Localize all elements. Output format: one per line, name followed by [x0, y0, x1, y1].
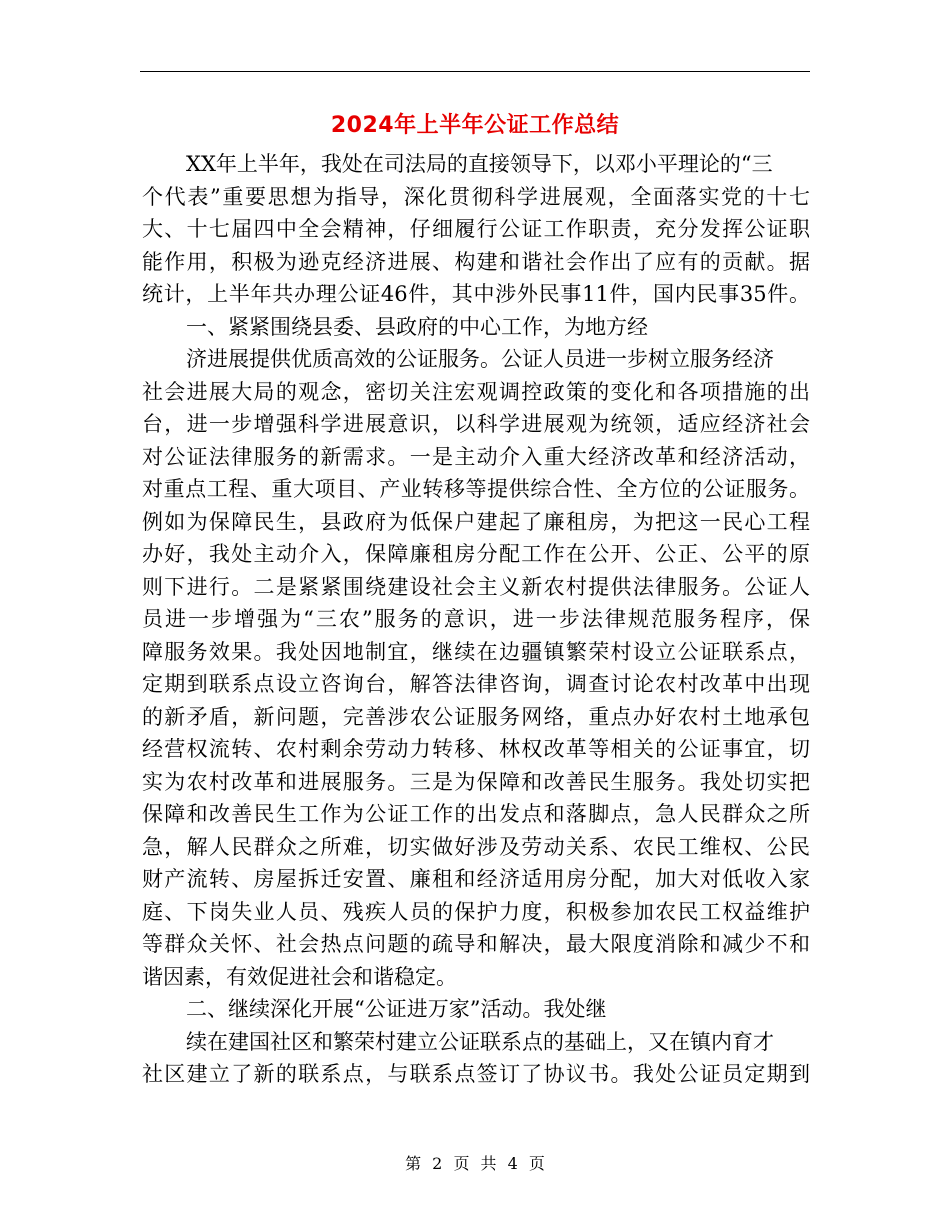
body-line-22: 急，解人民群众之所难，切实做好涉及劳动关系、农民工维权、公民: [142, 834, 810, 859]
body-line-9: 台，进一步增强科学进展意识，以科学进展观为统领，适应经济社会: [142, 412, 810, 436]
body-line-3: 大、十七届四中全会精神，仔细履行公证工作职责，充分发挥公证职: [142, 217, 810, 241]
document-body: [142, 148, 810, 1091]
body-line-25: 等群众关怀、社会热点问题的疏导和解决，最大限度消除和减少不和: [142, 932, 810, 956]
body-line-14: 则下进行。二是紧紧围绕建设社会主义新农村提供法律服务。公证人: [142, 574, 810, 599]
body-line-11: 对重点工程、重大项目、产业转移等提供综合性、全方位的公证服务。: [142, 477, 810, 501]
body-line-18: 的新矛盾，新问题，完善涉农公证服务网络，重点办好农村土地承包: [142, 704, 810, 729]
body-line-5: 统计，上半年共办理公证46件，其中涉外民事11件，国内民事35件。: [142, 282, 810, 306]
body-line-20: 实为农村改革和进展服务。三是为保障和改善民生服务。我处切实把: [142, 769, 810, 794]
body-line-10: 对公证法律服务的新需求。一是主动介入重大经济改革和经济活动，: [142, 444, 810, 469]
body-line-17: 定期到联系点设立咨询台，解答法律咨询，调查讨论农村改革中出现: [142, 672, 810, 696]
body-line-27: 二、继续深化开展“公证进万家”活动。我处继: [186, 997, 607, 1021]
body-line-19: 经营权流转、农村剩余劳动力转移、林权改革等相关的公证事宜，切: [142, 737, 810, 761]
body-line-16: 障服务效果。我处因地制宜，继续在边疆镇繁荣村设立公证联系点，: [142, 639, 810, 664]
body-line-4: 能作用，积极为逊克经济进展、构建和谐社会作出了应有的贡献。据: [142, 249, 810, 274]
body-line-21: 保障和改善民生工作为公证工作的出发点和落脚点，急人民群众之所: [142, 802, 810, 826]
body-line-2: 个代表”重要思想为指导，深化贯彻科学进展观，全面落实党的十七: [142, 184, 810, 209]
body-line-7: 济进展提供优质高效的公证服务。公证人员进一步树立服务经济: [186, 347, 774, 371]
body-line-15: 员进一步增强为“三农”服务的意识，进一步法律规范服务程序，保: [142, 607, 810, 631]
body-line-28: 续在建国社区和繁荣村建立公证联系点的基础上，又在镇内育才: [186, 1029, 774, 1054]
body-line-12: 例如为保障民生，县政府为低保户建起了廉租房，为把这一民心工程: [142, 509, 810, 534]
page-footer: 第 2 页 共 4 页: [405, 1154, 545, 1173]
header-rule: [140, 71, 810, 72]
body-line-29: 社区建立了新的联系点，与联系点签订了协议书。我处公证员定期到: [142, 1062, 810, 1086]
body-line-13: 办好，我处主动介入，保障廉租房分配工作在公开、公正、公平的原: [142, 542, 810, 566]
body-line-24: 庭、下岗失业人员、残疾人员的保护力度，积极参加农民工权益维护: [142, 899, 810, 924]
body-line-8: 社会进展大局的观念，密切关注宏观调控政策的变化和各项措施的出: [142, 379, 810, 404]
body-line-26: 谐因素，有效促进社会和谐稳定。: [142, 964, 457, 989]
body-line-23: 财产流转、房屋拆迁安置、廉租和经济适用房分配，加大对低收入家: [142, 867, 810, 891]
body-line-6: 一、紧紧围绕县委、县政府的中心工作，为地方经: [186, 314, 648, 339]
document-title: 2024年上半年公证工作总结: [330, 113, 620, 138]
body-line-1: XX年上半年，我处在司法局的直接领导下，以邓小平理论的“三: [186, 152, 773, 176]
